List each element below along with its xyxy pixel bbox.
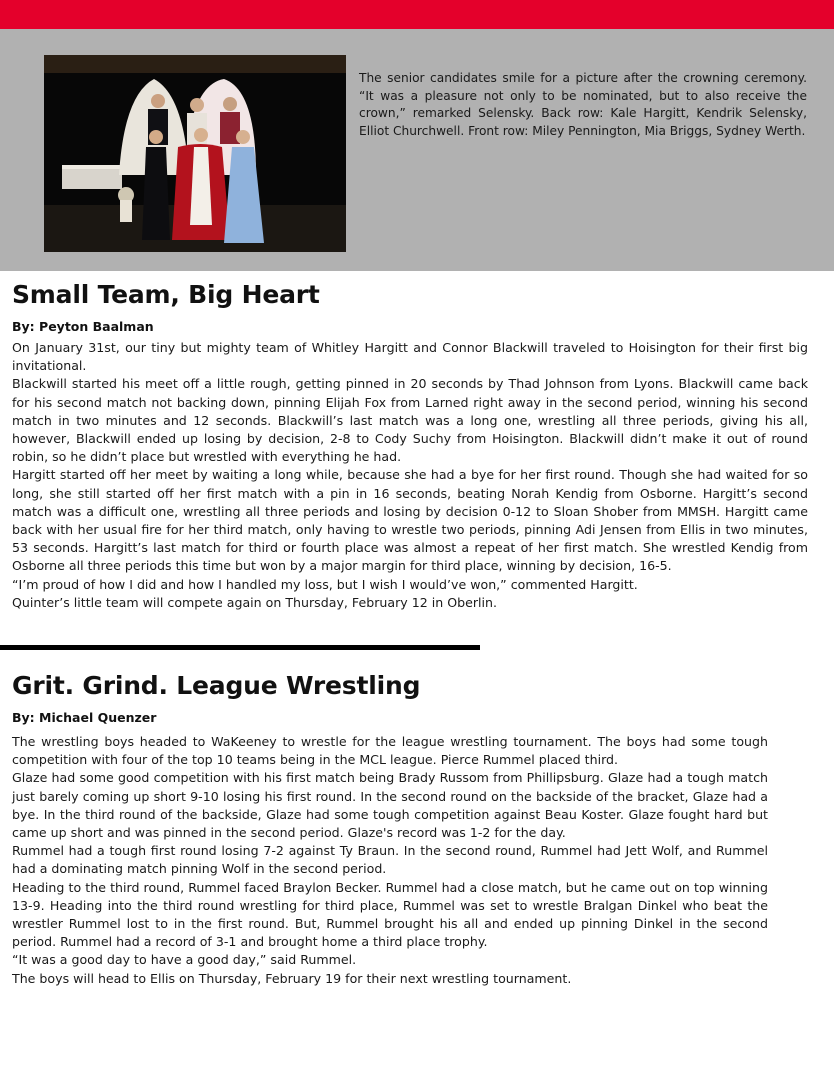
photo-caption: The senior candidates smile for a picture after the crowning ceremony. “It was a pleasure not only to be nominated, but to also receive the crown,” remarked Selensky. Back row: Kale Hargitt, Kendrik Selensky, Elliot Churchwell. Front row: Miley Pennington, Mia Briggs, Sydney Werth. [359, 71, 807, 138]
article1-body [12, 339, 808, 612]
article2-byline: By: Michael Quenzer [12, 710, 157, 725]
article1-paragraph: Quinter’s little team will compete again on Thursday, February 12 in Oberlin. [12, 594, 498, 610]
section-divider [0, 645, 480, 650]
article1-title: Small Team, Big Heart [12, 280, 320, 309]
photo-illustration [44, 55, 346, 252]
article2-paragraph: The boys will head to Ellis on Thursday, February 19 for their next wrestling tournament. [12, 970, 572, 986]
article2-title: Grit. Grind. League Wrestling [12, 671, 421, 700]
article2-paragraph: “It was a good day to have a good day,” said Rummel. [12, 952, 357, 968]
article2-paragraph: Glaze had some good competition with his first match being Brady Russom from Phillipsburg. Glaze had a tough match just barely coming up short 9-10 losing his first round. In the second round on the backside of the bracket, Glaze had a bye. In the third round of the backside, Glaze had some tough competition against Beau Koster. Glaze fought hard but came up short and was pinned in the second period. Glaze's record was 1-2 for the day. [12, 770, 768, 841]
top-accent-bar [0, 0, 834, 29]
article2-body [12, 733, 768, 988]
article1-paragraph: “I’m proud of how I did and how I handled my loss, but I wish I would’ve won,” commented Hargitt. [12, 576, 638, 592]
article2-paragraph: Rummel had a tough first round losing 7-2 against Ty Braun. In the second round, Rummel had Jett Wolf, and Rummel had a dominating match pinning Wolf in the second period. [12, 843, 768, 877]
article2-paragraph: Heading to the third round, Rummel faced Braylon Becker. Rummel had a close match, but he came out on top winning 13-9. Heading into the third round wrestling for third place, Rummel was set to wrestle Bralgan Dinkel who beat the wrestler Rummel lost to in the first round. But, Rummel brought his all and ended up pinning Dinkel in the second period. Rummel had a record of 3-1 and brought home a third place trophy. [12, 879, 768, 950]
article2-paragraph: The wrestling boys headed to WaKeeney to wrestle for the league wrestling tournament. The boys had some tough competition with four of the top 10 teams being in the MCL league. Pierce Rummel placed third. [12, 734, 768, 768]
article1-paragraph: On January 31st, our tiny but mighty team of Whitley Hargitt and Connor Blackwill traveled to Hoisington for their first big invitational. [12, 340, 808, 374]
article1-paragraph: Hargitt started off her meet by waiting a long while, because she had a bye for her first round. Though she had waited for so long, she still started off her first match with a pin in 16 seconds, beating Norah Kendig from Osborne. Hargitt’s second match was a difficult one, wrestling all three periods and losing by decision 0-12 to Sloan Shober from MMSH. Hargitt came back with her usual fire for her third match, only having to wrestle two periods, pinning Adi Jensen from Ellis in two minutes, 53 seconds. Hargitt’s last match for third or fourth place was almost a repeat of her first match. She wrestled Kendig from Osborne all three periods this time but won by a major margin for third place, winning by decision, 16-5. [12, 467, 808, 574]
article1-paragraph: Blackwill started his meet off a little rough, getting pinned in 20 seconds by Thad Johnson from Lyons. Blackwill came back for his second match not backing down, pinning Elijah Fox from Larned right away in the second period, winning his second match in two minutes and 12 seconds. Blackwill’s last match was a long one, wrestling all three periods, giving his all, however, Blackwill ended up losing by decision, 2-8 to Cody Suchy from Hoisington. Blackwill didn’t make it out of round robin, so he didn’t place but wrestled with everything he had. [12, 376, 808, 465]
article1-byline: By: Peyton Baalman [12, 319, 154, 334]
crowning-ceremony-photo [44, 55, 346, 252]
